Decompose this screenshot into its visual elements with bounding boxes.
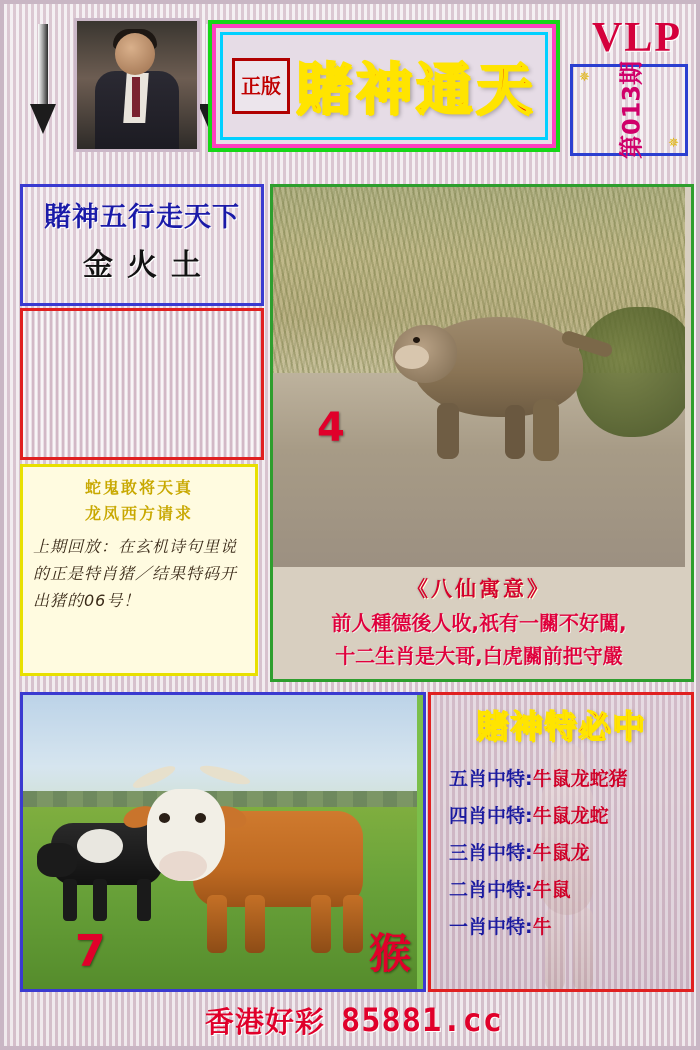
- issue-number: 第013期: [617, 60, 646, 160]
- list-item: [449, 835, 691, 872]
- vlp-label: VLP: [592, 15, 682, 61]
- bottom-section: [12, 692, 696, 992]
- tip-value: 牛鼠: [532, 879, 571, 901]
- wuxing-title: 賭神五行走天下: [44, 202, 240, 233]
- mid-section: [12, 174, 696, 686]
- portrait-photo: [74, 18, 200, 152]
- issue-box: [570, 60, 688, 160]
- tip-value: 牛鼠龙: [532, 842, 590, 864]
- stamp-badge: 正版: [232, 58, 290, 114]
- footer-brand: 香港好彩: [204, 1004, 325, 1039]
- footer-url[interactable]: 85881.cc: [340, 1001, 504, 1039]
- list-item: [449, 798, 691, 835]
- tip-label: 五肖中特:: [449, 768, 533, 790]
- title-frame: [208, 20, 560, 152]
- poem-line-1: 蛇鬼敢将天真: [84, 478, 193, 497]
- tips-list: [431, 761, 691, 946]
- tip-label: 一肖中特:: [449, 916, 533, 938]
- sparkle-icon: ✵: [579, 69, 590, 84]
- couplet-line-2: 十二生肖是大哥,白虎關前把守嚴: [335, 644, 623, 668]
- monkey-photo: [273, 187, 685, 567]
- list-item: [449, 872, 691, 909]
- tip-value: 牛鼠龙蛇: [532, 805, 609, 827]
- cow-photo-panel: [20, 692, 426, 992]
- tip-label: 四肖中特:: [449, 805, 533, 827]
- tip-label: 二肖中特:: [449, 879, 533, 901]
- sparkle-icon: ✵: [668, 135, 679, 150]
- tips-panel: [428, 692, 694, 992]
- tip-value: 牛鼠龙蛇猪: [532, 768, 628, 790]
- tip-label: 三肖中特:: [449, 842, 533, 864]
- monkey-panel: [270, 184, 694, 682]
- tip-value: 牛: [532, 916, 552, 938]
- couplet-line-1: 前人種德後人收,祇有一關不好闖,: [331, 611, 627, 635]
- monkey-illustration: [393, 307, 603, 467]
- wuxing-box: [20, 184, 264, 306]
- cow-number: 7: [75, 926, 106, 977]
- couplet-text: [273, 607, 685, 673]
- recap-note: 上期回放：在玄机诗句里说的正是特肖猪／结果特码开出猪的06号！: [33, 537, 238, 610]
- monkey-number: 4: [317, 405, 345, 451]
- header: [12, 10, 692, 170]
- tips-title: 賭神特必中: [475, 707, 646, 745]
- wuxing-values: 金火土: [83, 248, 215, 283]
- arrow-down-left-icon: [30, 24, 56, 144]
- empty-red-box: [20, 308, 264, 460]
- list-item: [449, 761, 691, 798]
- baxian-subtitle: 《八仙寓意》: [407, 577, 551, 601]
- zodiac-label: 猴: [368, 929, 411, 978]
- footer: [12, 996, 696, 1044]
- poem-line-2: 龙凤西方请求: [84, 504, 193, 523]
- cow-brown-illustration: [141, 755, 371, 945]
- page-title: 賭神通天: [296, 58, 536, 123]
- yellow-note-box: [20, 464, 258, 676]
- list-item: [449, 909, 691, 946]
